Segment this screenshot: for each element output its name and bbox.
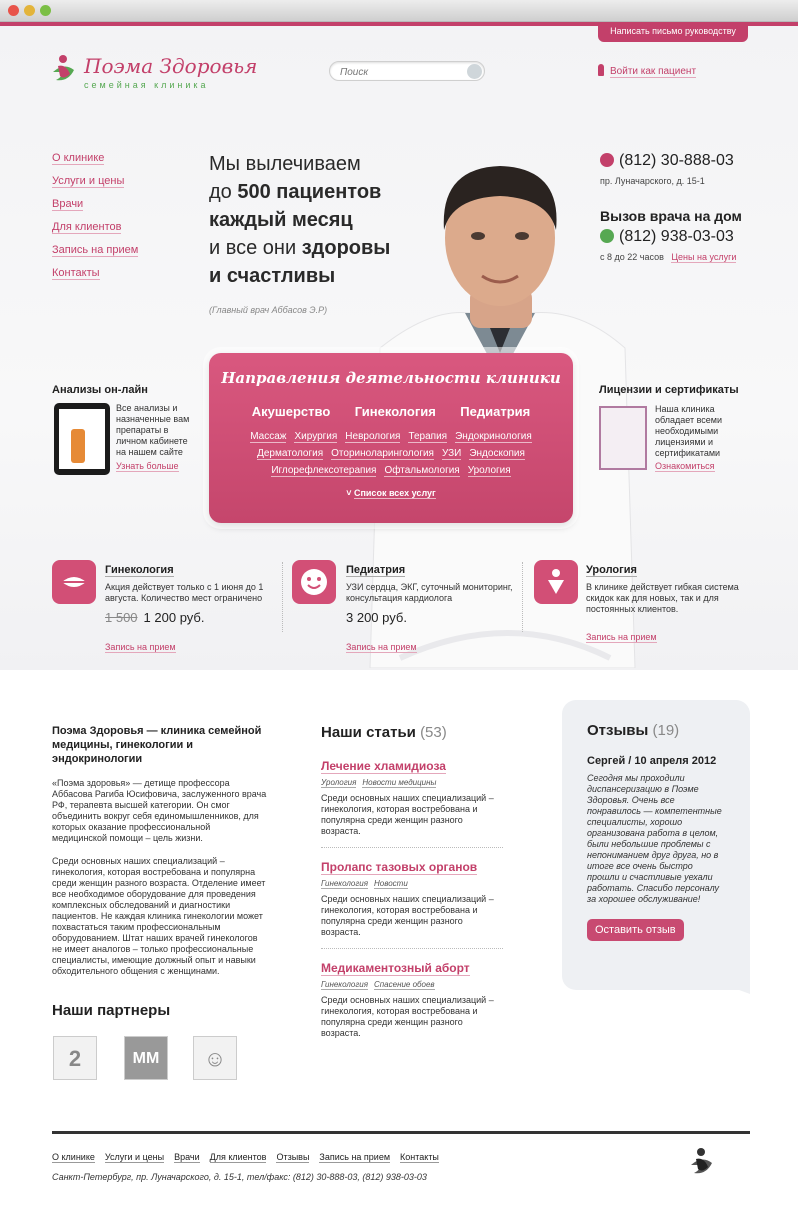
appointment-link[interactable]: Запись на прием [105, 642, 176, 652]
directions-title: Направления деятельности клиники [221, 369, 561, 387]
analyses-link[interactable]: Узнать больше [116, 461, 179, 471]
slogan-line: и все они [209, 237, 302, 259]
article-title[interactable]: Медикаментозный аборт [321, 961, 470, 975]
divider [282, 562, 283, 632]
promo-text: УЗИ сердца, ЭКГ, суточный мониторинг, консультация кардиолога [346, 582, 513, 603]
article-item [321, 959, 503, 1049]
footer-link[interactable]: Запись на прием [319, 1152, 391, 1162]
appointment-link[interactable]: Запись на прием [586, 632, 657, 642]
direction-link[interactable]: Эндоскопия [469, 448, 525, 459]
footer-logo-icon[interactable] [688, 1146, 718, 1178]
reviews-count: (19) [652, 722, 680, 739]
review-author: Сергей / 10 апреля 2012 [587, 755, 717, 767]
price: 3 200 руб. [346, 610, 407, 625]
online-analyses-block [52, 384, 192, 471]
footer-link[interactable]: О клинике [52, 1152, 95, 1162]
footer-link[interactable]: Врачи [174, 1152, 200, 1162]
search-box[interactable] [329, 61, 485, 81]
promo-text: В клинике действует гибкая система скидок как для новых, так и для постоянных клиентов. [586, 582, 739, 614]
divider [522, 562, 523, 632]
key-icon [598, 64, 604, 76]
licenses-title: Лицензии и сертификаты [599, 384, 739, 396]
all-services-text[interactable]: Список всех услуг [353, 488, 436, 498]
review-text: Сегодня мы проходили диспансеризацию в Поэме Здоровья. Очень все понравилось — компетентные специалисты, хорошо организована работа в целом, были небольшие проблемы с непониманием друг друга, но в итоге все очень быстро прошли и счастливые уехали работать. Спасибо персоналу за хорошее обслуживание! [587, 773, 722, 904]
direction-link[interactable]: Эндокринология [455, 431, 532, 442]
contacts-block [600, 152, 770, 262]
articles-section [321, 724, 503, 1059]
working-hours: с 8 до 22 часов [600, 252, 664, 262]
article-excerpt: Среди основных наших специализаций – гинекология, которая востребована и популярна среди женщин разного возраста. [321, 793, 503, 848]
direction-link[interactable]: Хирургия [294, 431, 338, 442]
article-tag[interactable]: Новости [373, 879, 408, 888]
footer-divider [52, 1131, 750, 1134]
person-icon [534, 560, 578, 604]
price: 1 200 руб. [143, 610, 205, 625]
slogan-highlight: и счастливы [209, 265, 336, 287]
appointment-link[interactable]: Запись на прием [346, 642, 417, 652]
home-call-phone: (812) 938-03-03 [619, 228, 734, 245]
footer-link[interactable]: Услуги и цены [104, 1152, 165, 1162]
search-input[interactable] [340, 67, 460, 78]
direction-main[interactable]: Педиатрия [460, 404, 531, 419]
article-title[interactable]: Лечение хламидиоза [321, 759, 446, 773]
address: пр. Луначарского, д. 15-1 [600, 176, 705, 186]
direction-link[interactable]: Дерматология [257, 448, 324, 459]
logo-icon [50, 52, 80, 86]
article-excerpt: Среди основных наших специализаций – гинекология, которая востребована и популярна среди женщин разного возраста. [321, 995, 494, 1038]
article-tag[interactable]: Спасение обоев [373, 980, 435, 989]
partner-logo[interactable]: MM [124, 1036, 168, 1080]
nav-item-contacts[interactable]: Контакты [52, 267, 100, 279]
leave-review-button[interactable]: Оставить отзыв [587, 919, 684, 941]
article-item [321, 757, 503, 848]
direction-link[interactable]: Оториноларингология [331, 448, 434, 459]
logo-subtitle: семейная клиника [84, 80, 209, 90]
direction-link[interactable]: Урология [467, 465, 511, 476]
direction-link[interactable]: Офтальмология [384, 465, 460, 476]
promo-title[interactable]: Урология [586, 564, 637, 576]
reviews-tail [712, 980, 752, 996]
logo-title: Поэма Здоровья [84, 54, 258, 78]
slogan-highlight: здоровы [301, 237, 391, 259]
analyses-text: Все анализы и назначенные вам препараты в личном кабинете на нашем сайте [116, 403, 190, 457]
about-clinic [52, 724, 267, 977]
direction-link[interactable]: Неврология [345, 431, 401, 442]
licenses-text: Наша клиника обладает всеми необходимыми лицензиями и сертификатами [655, 404, 722, 458]
articles-heading[interactable] [321, 724, 503, 741]
articles-count: (53) [420, 724, 447, 741]
hero-slogan [209, 150, 390, 324]
write-letter-button[interactable]: Написать письмо руководству [598, 22, 748, 42]
article-tag[interactable]: Новости медицины [362, 778, 437, 787]
nav-item-about[interactable]: О клинике [52, 152, 105, 164]
footer-link[interactable]: Для клиентов [209, 1152, 267, 1162]
promo-title[interactable]: Гинекология [105, 564, 174, 576]
slogan-line: до [209, 181, 238, 203]
articles-title: Наши статьи [321, 724, 416, 741]
footer-link[interactable]: Контакты [400, 1152, 439, 1162]
article-tag[interactable]: Гинекология [321, 879, 368, 888]
slogan-line: Мы вылечиваем [209, 153, 361, 175]
lips-icon [52, 560, 96, 604]
main-nav [52, 152, 138, 290]
direction-main[interactable]: Акушерство [251, 404, 331, 419]
browser-chrome [0, 0, 798, 22]
old-price: 1 500 [105, 610, 138, 625]
footer-nav [52, 1147, 449, 1165]
promo-text: Акция действует только с 1 июня до 1 августа. Количество мест ограничено [105, 582, 264, 603]
licenses-block [599, 384, 749, 471]
reviews-heading[interactable] [587, 722, 750, 739]
chevron-down-icon: ˅ [346, 488, 354, 498]
directions-panel [209, 353, 573, 523]
reviews-panel [562, 700, 750, 990]
partners-title: Наши партнеры [52, 1002, 171, 1019]
partner-logo[interactable]: 2 [53, 1036, 97, 1080]
partner-logo[interactable]: ☺ [193, 1036, 237, 1080]
direction-main[interactable]: Гинекология [354, 404, 436, 419]
slogan-highlight: 500 пациентов [237, 181, 382, 203]
article-tag[interactable]: Урология [321, 778, 357, 787]
main-phone: (812) 30-888-03 [619, 152, 734, 169]
nav-item-doctors[interactable]: Врачи [52, 198, 84, 210]
search-icon[interactable] [467, 64, 482, 79]
home-call-title: Вызов врача на дом [600, 208, 742, 224]
direction-link[interactable]: Массаж [250, 431, 287, 442]
nav-item-appointment[interactable]: Запись на прием [52, 244, 139, 256]
slogan-caption: (Главный врач Аббасов Э.Р) [209, 305, 328, 315]
about-paragraph: «Поэма здоровья» — детище профессора Аббасова Рагиба Юсифовича, заслуженного врача РФ, терапевта высшей категории. Он смог объединить вокруг себя единомышленников, для которых оказание профессиональной медицинской помощи – цель жизни. [52, 778, 267, 843]
nav-item-clients[interactable]: Для клиентов [52, 221, 122, 233]
maximize-window-icon[interactable] [40, 5, 51, 16]
article-item [321, 858, 503, 949]
direction-link[interactable]: УЗИ [441, 448, 462, 459]
analyses-title: Анализы он-лайн [52, 384, 148, 396]
prices-link[interactable]: Цены на услуги [671, 252, 737, 262]
article-tag[interactable]: Гинекология [321, 980, 368, 989]
certificate-image [599, 406, 647, 470]
footer-link[interactable]: Отзывы [276, 1152, 310, 1162]
phone-icon [600, 153, 614, 167]
direction-link[interactable]: Иглорефлексотерапия [271, 465, 377, 476]
login-link[interactable] [598, 64, 696, 77]
phone-icon [600, 229, 614, 243]
article-excerpt: Среди основных наших специализаций – гинекология, которая востребована и популярна среди женщин разного возраста. [321, 894, 503, 949]
footer-address: Санкт-Петербург, пр. Луначарского, д. 15-1, тел/факс: (812) 30-888-03, (812) 938-03-03 [52, 1172, 427, 1182]
licenses-link[interactable]: Ознакомиться [655, 461, 715, 471]
about-title: Поэма Здоровья — клиника семейной медицины, гинекологии и эндокринологии [52, 725, 262, 765]
close-window-icon[interactable] [8, 5, 19, 16]
tablet-image [54, 403, 110, 475]
nav-item-services[interactable]: Услуги и цены [52, 175, 125, 187]
slogan-highlight: каждый месяц [209, 209, 353, 231]
minimize-window-icon[interactable] [24, 5, 35, 16]
all-services-link[interactable] [209, 488, 573, 498]
login-text[interactable]: Войти как пациент [610, 66, 697, 77]
about-paragraph: Среди основных наших специализаций – гинекология, которая востребована и популярна среди женщин разного возраста. Отделение имеет все необходимое оборудование для проведения комплексных обследований и диагностики пациентов. Не каждая клиника гинекологии может похвастаться таким профессиональным оборудованием. Штат наших врачей гинекологов не имеет аналогов – только профессиональные специалисты, имеющие должный опыт и навыки обходительного общения с женщинами. [52, 856, 266, 976]
direction-link[interactable]: Терапия [408, 431, 448, 442]
article-title[interactable]: Пролапс тазовых органов [321, 860, 478, 874]
promo-title[interactable]: Педиатрия [346, 564, 406, 576]
smile-icon [292, 560, 336, 604]
reviews-title: Отзывы [587, 722, 649, 739]
